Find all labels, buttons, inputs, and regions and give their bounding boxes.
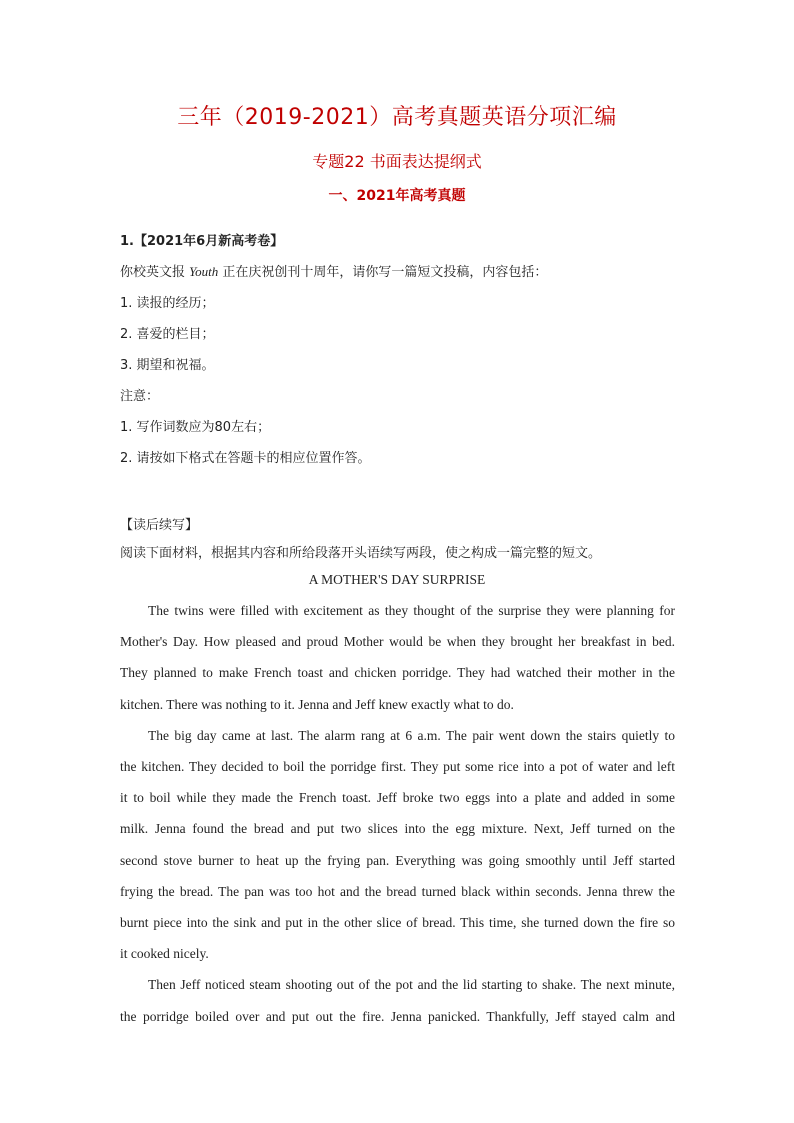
story-line: burnt piece into the sink and put in the other slice of bread. This time, she turned down the fire so — [120, 915, 675, 930]
story-line: the porridge boiled over and put out the fire. Jenna panicked. Thankfully, Jeff stayed calm and — [120, 1009, 675, 1024]
story-line: the kitchen. They decided to boil the porridge first. They put some rice into a pot of water and left — [120, 759, 675, 774]
note-item: 2. 请按如下格式在答题卡的相应位置作答。 — [120, 451, 371, 466]
prompt-text-after: 正在庆祝创刊十周年，请你写一篇短文投稿，内容包括： — [218, 265, 548, 280]
story-title: A MOTHER'S DAY SURPRISE — [308, 572, 486, 587]
story-line: it cooked nicely. — [120, 946, 209, 961]
story-line: frying the bread. The pan was too hot and the bread turned black within seconds. Jenna threw the — [120, 884, 675, 899]
question-prompt — [120, 261, 547, 280]
prompt-newspaper-name: Youth — [189, 264, 219, 279]
story-line: They planned to make French toast and chicken porridge. They had watched their mother in the — [120, 665, 675, 680]
continuation-label: 【读后续写】 — [120, 518, 199, 533]
story-line: Then Jeff noticed steam shooting out of the pot and the lid starting to shake. The next minute, — [148, 977, 675, 992]
content-item: 3. 期望和祝福。 — [120, 358, 215, 373]
note-item: 1. 写作词数应为80左右； — [120, 420, 271, 435]
story-line: The twins were filled with excitement as they thought of the surprise they were planning for — [148, 603, 675, 618]
document-subtitle: 专题22 书面表达提纲式 — [312, 152, 482, 171]
notes-label: 注意： — [120, 389, 160, 404]
story-line: milk. Jenna found the bread and put two slices into the egg mixture. Next, Jeff turned on the — [120, 821, 675, 836]
document-title: 三年（2019-2021）高考真题英语分项汇编 — [177, 105, 617, 130]
content-item: 2. 喜爱的栏目； — [120, 327, 215, 342]
continuation-instruction: 阅读下面材料，根据其内容和所给段落开头语续写两段，使之构成一篇完整的短文。 — [120, 546, 602, 561]
question-label: 1.【2021年6月新高考卷】 — [120, 234, 284, 249]
story-line: kitchen. There was nothing to it. Jenna and Jeff knew exactly what to do. — [120, 697, 514, 712]
story-line: The big day came at last. The alarm rang at 6 a.m. The pair went down the stairs quietly to — [148, 728, 675, 743]
story-line: second stove burner to heat up the frying pan. Everything was going smoothly until Jeff started — [120, 853, 675, 868]
story-line: it to boil while they made the French toast. Jeff broke two eggs into a plate and added in some — [120, 790, 675, 805]
content-item: 1. 读报的经历； — [120, 296, 215, 311]
section-heading: 一、2021年高考真题 — [328, 188, 466, 204]
prompt-text-before: 你校英文报 — [120, 265, 190, 280]
story-line: Mother's Day. How pleased and proud Mother would be when they brought her breakfast in bed. — [120, 634, 675, 649]
